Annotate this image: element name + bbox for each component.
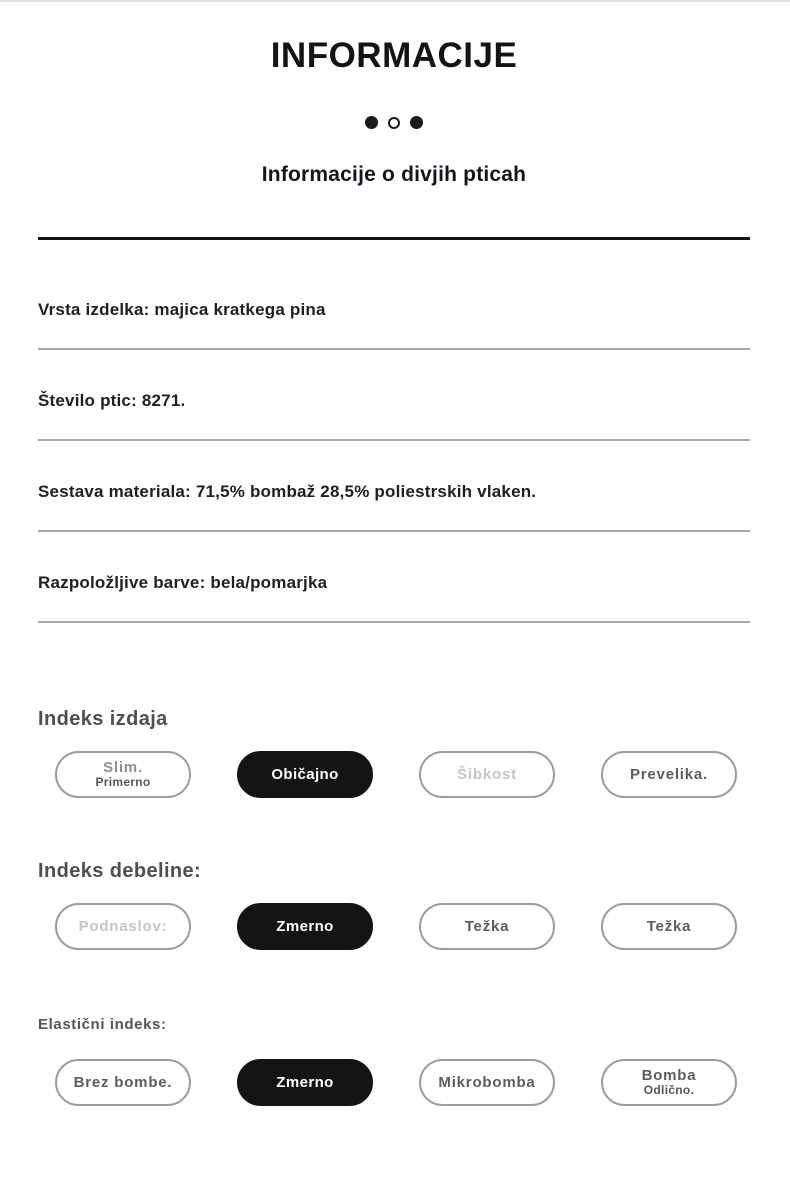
page-subtitle: Informacije o divjih pticah [261, 163, 527, 186]
product-info-page [0, 36, 790, 1106]
option-button[interactable] [601, 751, 737, 798]
option-sections [38, 708, 750, 1106]
option-section [38, 708, 750, 798]
option-section [38, 860, 750, 950]
option-label: Mikrobomba [438, 1073, 536, 1091]
option-grid [55, 903, 750, 950]
info-row [38, 441, 750, 532]
option-label: Običajno [271, 765, 339, 783]
section-heading: Indeks izdaja [38, 708, 168, 730]
option-button[interactable] [55, 903, 191, 950]
section-heading: Elastični indeks: [38, 1016, 167, 1033]
option-button[interactable] [55, 1059, 191, 1106]
option-sublabel: Primerno [95, 775, 151, 790]
info-row [38, 240, 750, 350]
info-row-label: Vrsta izdelka: majica kratkega pina [38, 300, 326, 319]
option-button[interactable] [237, 1059, 373, 1106]
carousel-dot[interactable] [388, 117, 400, 129]
info-row-label: Razpoložljive barve: bela/pomarjka [38, 573, 328, 592]
option-label: Zmerno [276, 1073, 334, 1091]
option-button[interactable] [601, 903, 737, 950]
section-heading: Indeks debeline: [38, 860, 202, 882]
carousel-dots [38, 116, 750, 129]
option-label: Težka [646, 917, 692, 935]
option-button[interactable] [237, 751, 373, 798]
info-row [38, 532, 750, 623]
option-grid [55, 751, 750, 798]
option-label: Zmerno [276, 917, 334, 935]
option-button[interactable] [601, 1059, 737, 1106]
main-content [38, 240, 750, 1106]
page-header [38, 36, 750, 187]
page-title: INFORMACIJE [270, 36, 518, 75]
info-row [38, 350, 750, 441]
option-label: Podnaslov: [78, 917, 168, 935]
option-label: Brez bombe. [73, 1073, 173, 1091]
option-label: Slim. [103, 758, 143, 776]
option-button[interactable] [419, 751, 555, 798]
option-sublabel: Odlično. [643, 1083, 695, 1098]
option-section [38, 1016, 750, 1106]
carousel-dot[interactable] [410, 116, 423, 129]
option-button[interactable] [419, 1059, 555, 1106]
carousel-dot[interactable] [365, 116, 378, 129]
info-row-label: Število ptic: 8271. [38, 391, 186, 410]
option-button[interactable] [237, 903, 373, 950]
option-button[interactable] [55, 751, 191, 798]
info-list [38, 240, 750, 623]
option-label: Težka [464, 917, 510, 935]
option-button[interactable] [419, 903, 555, 950]
option-label: Prevelika. [629, 765, 709, 783]
info-row-label: Sestava materiala: 71,5% bombaž 28,5% poliestrskih vlaken. [38, 482, 537, 501]
option-label: Šibkost [457, 765, 517, 783]
option-grid [55, 1059, 750, 1106]
option-label: Bomba [641, 1066, 697, 1084]
